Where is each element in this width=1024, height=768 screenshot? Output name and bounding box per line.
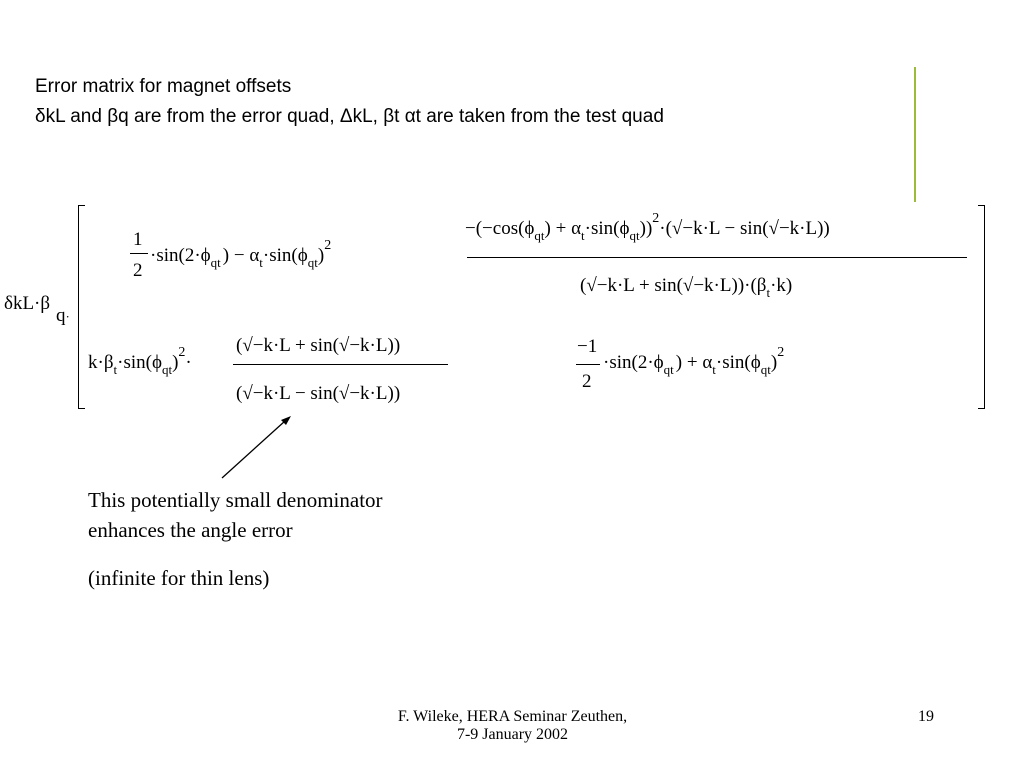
m21-numerator: (√−k·L + sin(√−k·L)) bbox=[236, 335, 401, 356]
footer-line1: F. Wileke, HERA Seminar Zeuthen, bbox=[397, 708, 628, 725]
slide-title-line2: δkL and βq are from the error quad, ΔkL, βt αt are taken from the test quad bbox=[35, 106, 664, 127]
footer-author bbox=[340, 708, 685, 744]
annotation-line2: enhances the angle error bbox=[88, 518, 293, 542]
m11-sin-term: $\cdot\sin(2\cdot\phi_{qt}$ ) − $\alpha_t\cdot\sin(\phi_{qt})^2$ bbox=[150, 238, 332, 270]
slide-title-line1: Error matrix for magnet offsets bbox=[35, 76, 292, 97]
m21-denominator: (√−k·L − sin(√−k·L)) bbox=[236, 383, 401, 404]
m22-sin-term: $\cdot\sin(2\cdot\phi_{qt}$ ) + $\alpha_t\cdot\sin(\phi_{qt})^2$ bbox=[603, 345, 785, 377]
matrix-prefactor: δkL·β bbox=[4, 293, 51, 314]
m21-prefix: $k\cdot\beta_t\cdot\sin(\phi_{qt})^2\cdot$ bbox=[88, 345, 192, 377]
footer-line2: 7-9 January 2002 bbox=[456, 726, 569, 743]
matrix-prefactor-sub: q· bbox=[56, 305, 70, 326]
annotation-line1: This potentially small denominator bbox=[88, 488, 383, 512]
m22-fraction-num: −1 bbox=[577, 336, 598, 357]
m12-numerator: $-(-\cos(\phi_{qt}) + \alpha_t\cdot\sin(\phi_{qt}))^2\cdot(√-k\cdot L - \sin(√-k\cdot L))$ bbox=[465, 211, 830, 243]
annotation-line3: (infinite for thin lens) bbox=[88, 566, 270, 590]
m11-fraction-den: 2 bbox=[133, 260, 143, 281]
m22-fraction-den: 2 bbox=[582, 371, 592, 392]
m11-fraction-num: 1 bbox=[133, 229, 143, 250]
m12-denominator: $(√-k\cdot L + \sin(√-k\cdot L))\cdot(\beta_t\cdot k)$ bbox=[580, 275, 793, 300]
page-number: 19 bbox=[918, 708, 934, 725]
